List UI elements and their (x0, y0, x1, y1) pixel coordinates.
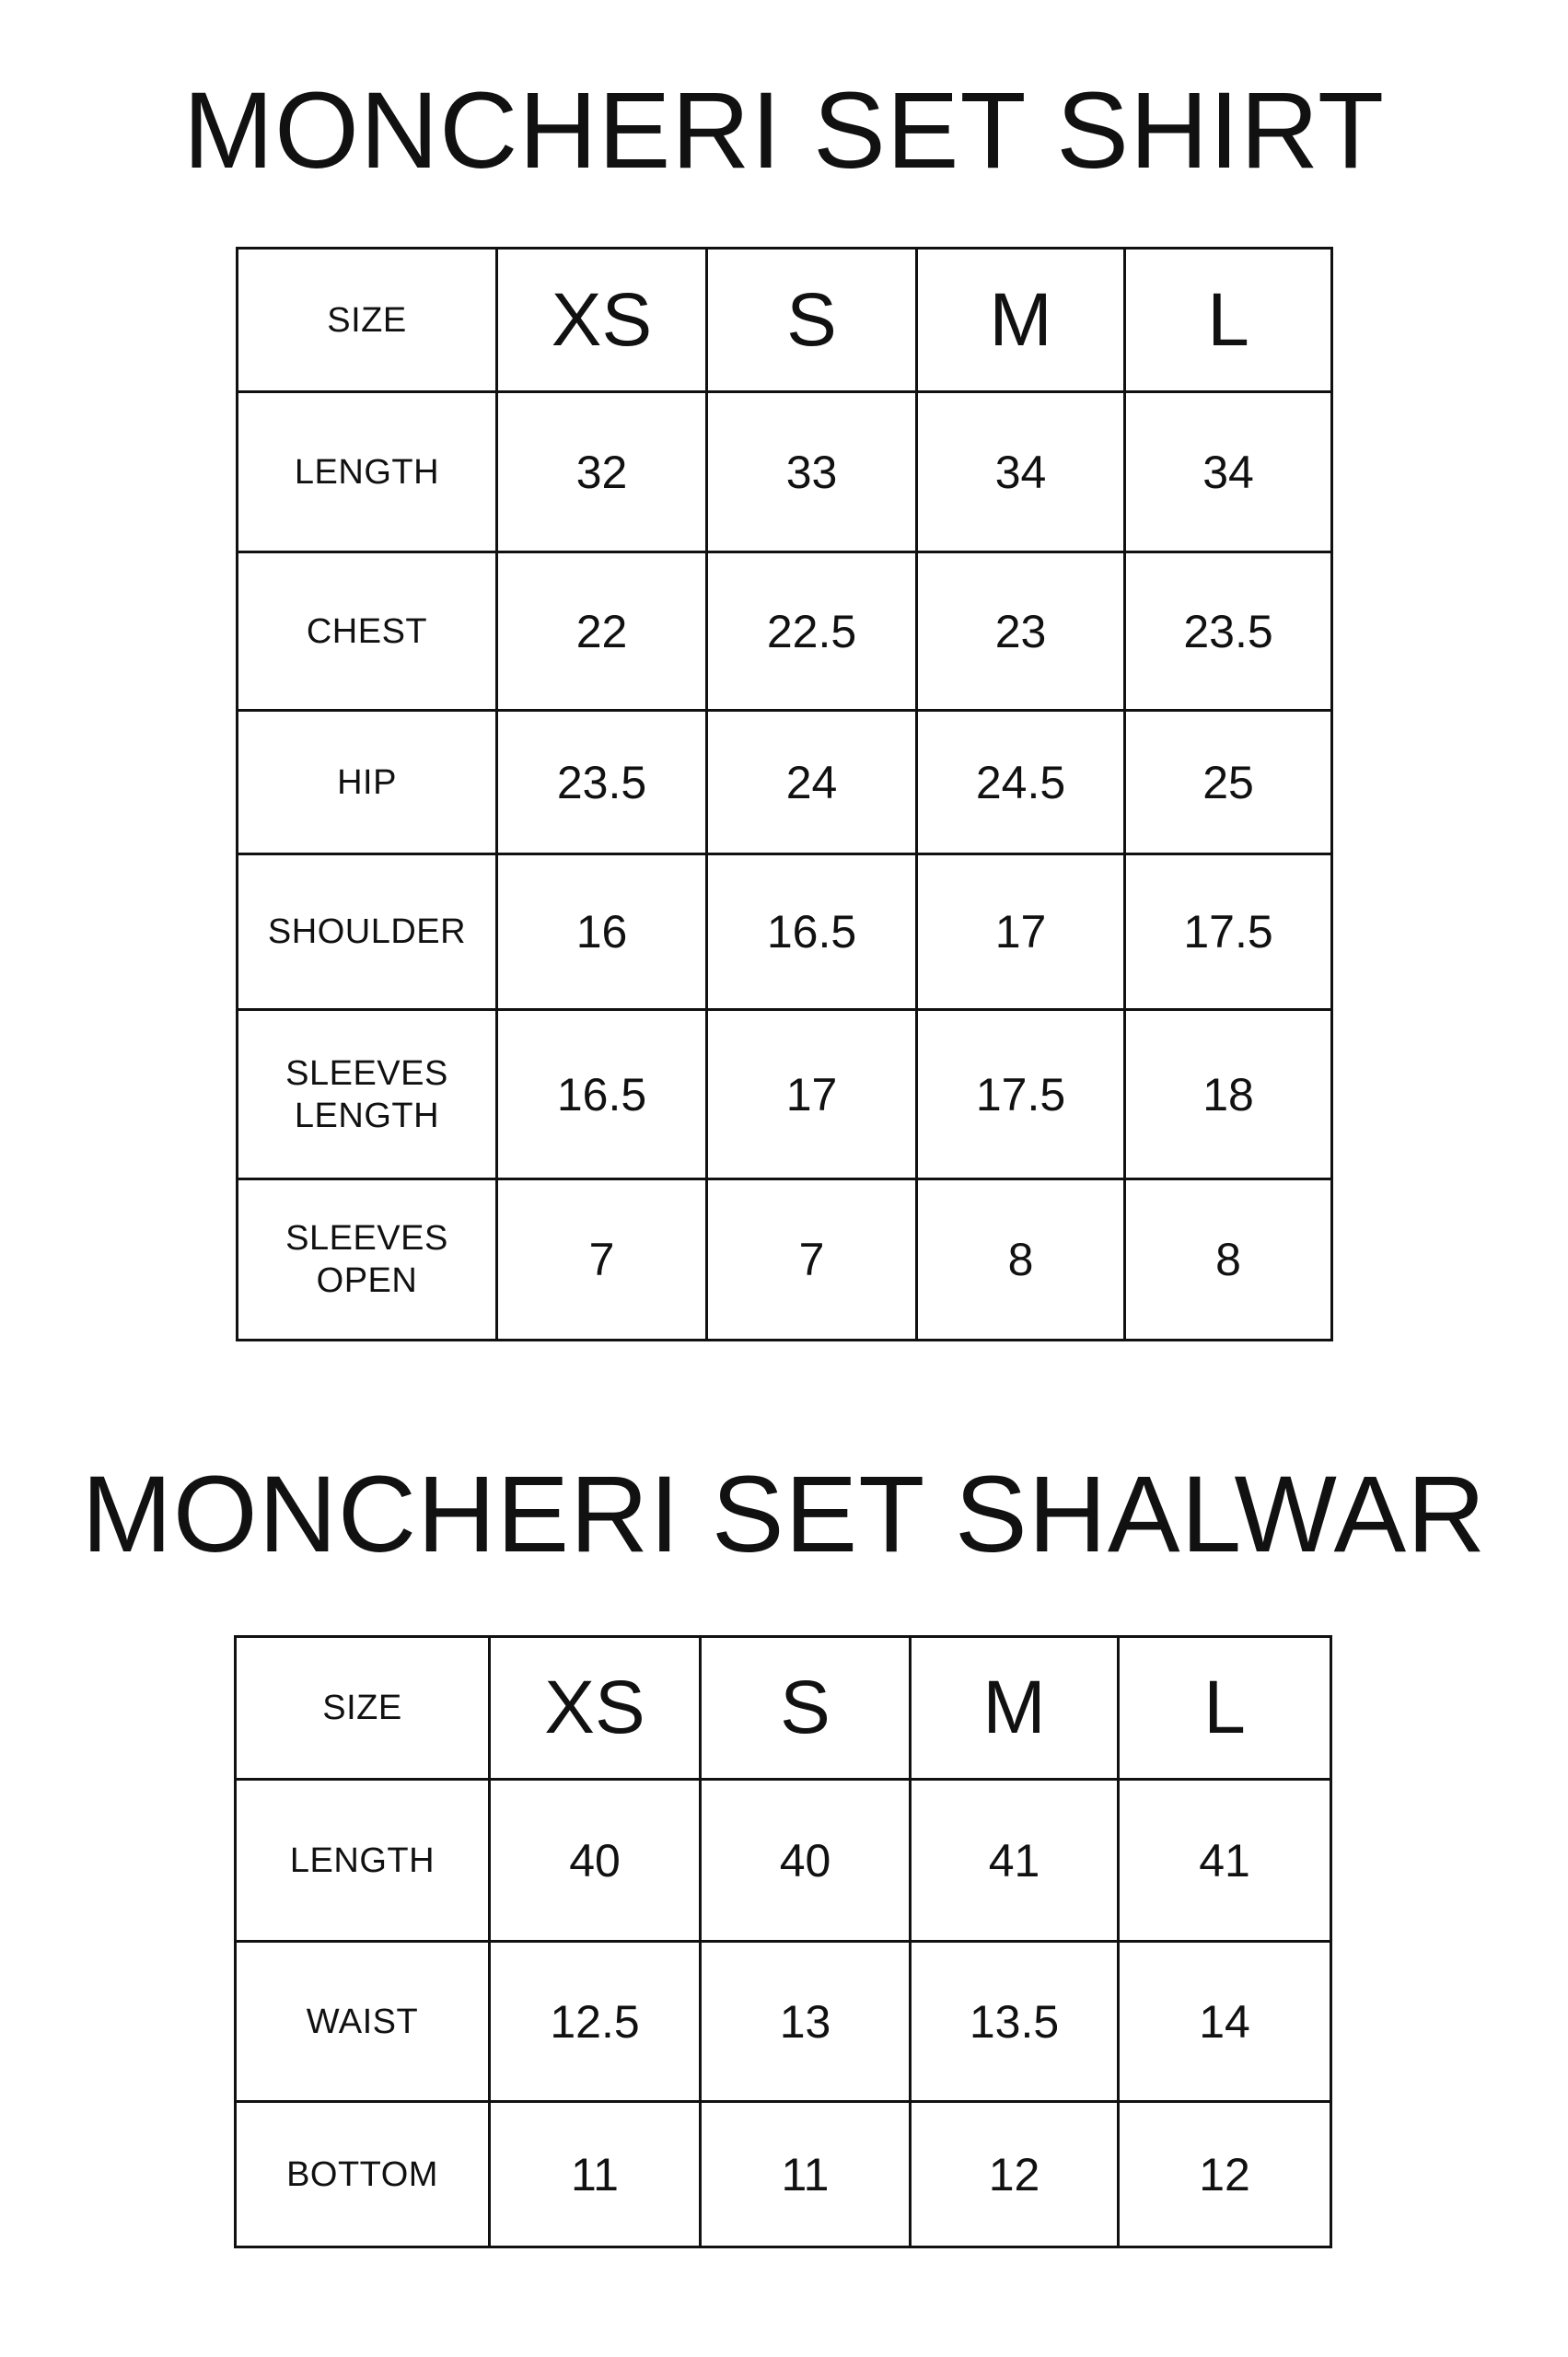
measurement-value: 8 (917, 1179, 1125, 1341)
measurement-value: 14 (1119, 1942, 1331, 2102)
table-row (238, 392, 1332, 552)
measurement-value: 23.5 (1125, 552, 1332, 711)
measurement-label (236, 1942, 490, 2102)
measurement-label-line: LENGTH (294, 1096, 440, 1135)
measurement-value: 34 (917, 392, 1125, 552)
measurement-label-line: OPEN (316, 1261, 418, 1300)
size-header-label: SIZE (238, 249, 497, 392)
measurement-value: 18 (1125, 1010, 1332, 1179)
measurement-label (238, 1010, 497, 1179)
measurement-label (236, 1780, 490, 1942)
size-column-header-xs: XS (497, 249, 707, 392)
size-column-header-l: L (1119, 1637, 1331, 1780)
size-column-header-m: M (911, 1637, 1119, 1780)
table-row (238, 711, 1332, 854)
measurement-label-line: CHEST (306, 611, 428, 651)
measurement-value: 16 (497, 854, 707, 1010)
measurement-label-line: SLEEVES (285, 1219, 448, 1258)
measurement-value: 16.5 (497, 1010, 707, 1179)
table-row (238, 854, 1332, 1010)
measurement-value: 40 (490, 1780, 701, 1942)
measurement-value: 25 (1125, 711, 1332, 854)
shalwar-chart-title: MONCHERI SET SHALWAR (81, 1454, 1487, 1575)
measurement-value: 33 (707, 392, 917, 552)
measurement-value: 17.5 (917, 1010, 1125, 1179)
measurement-value: 17 (917, 854, 1125, 1010)
measurement-value: 16.5 (707, 854, 917, 1010)
measurement-value: 11 (490, 2102, 701, 2247)
measurement-value: 13 (701, 1942, 911, 2102)
measurement-value: 12 (1119, 2102, 1331, 2247)
measurement-value: 41 (911, 1780, 1119, 1942)
measurement-value: 32 (497, 392, 707, 552)
table-row (238, 1010, 1332, 1179)
measurement-value: 11 (701, 2102, 911, 2247)
measurement-label-line: HIP (337, 762, 397, 802)
measurement-value: 17 (707, 1010, 917, 1179)
measurement-label-line: WAIST (306, 2002, 419, 2041)
measurement-value: 40 (701, 1780, 911, 1942)
size-header-row (236, 1637, 1331, 1780)
table-row (236, 2102, 1331, 2247)
size-header-label: SIZE (236, 1637, 490, 1780)
measurement-label-line: LENGTH (294, 452, 440, 492)
measurement-label-line: SLEEVES (285, 1053, 448, 1093)
shalwar-size-table (234, 1635, 1332, 2248)
measurement-label (238, 392, 497, 552)
measurement-value: 24.5 (917, 711, 1125, 854)
measurement-value: 13.5 (911, 1942, 1119, 2102)
measurement-value: 23 (917, 552, 1125, 711)
size-header-row (238, 249, 1332, 392)
measurement-value: 22 (497, 552, 707, 711)
measurement-label-line: LENGTH (289, 1840, 436, 1880)
measurement-value: 22.5 (707, 552, 917, 711)
measurement-label (238, 552, 497, 711)
size-column-header-xs: XS (490, 1637, 701, 1780)
measurement-value: 34 (1125, 392, 1332, 552)
measurement-value: 17.5 (1125, 854, 1332, 1010)
measurement-label-line: BOTTOM (286, 2154, 438, 2194)
measurement-label-line: SHOULDER (267, 912, 467, 951)
table-row (236, 1780, 1331, 1942)
measurement-label (238, 1179, 497, 1341)
measurement-value: 7 (497, 1179, 707, 1341)
table-row (236, 1942, 1331, 2102)
size-column-header-s: S (707, 249, 917, 392)
measurement-label (238, 854, 497, 1010)
shalwar-table-body (236, 1637, 1331, 2247)
size-column-header-s: S (701, 1637, 911, 1780)
measurement-value: 23.5 (497, 711, 707, 854)
shirt-table-body (238, 249, 1332, 1341)
measurement-value: 7 (707, 1179, 917, 1341)
shirt-chart-title: MONCHERI SET SHIRT (182, 70, 1386, 192)
measurement-label (238, 711, 497, 854)
measurement-value: 8 (1125, 1179, 1332, 1341)
measurement-value: 41 (1119, 1780, 1331, 1942)
measurement-value: 12.5 (490, 1942, 701, 2102)
table-row (238, 1179, 1332, 1341)
shirt-size-table (236, 247, 1333, 1341)
table-row (238, 552, 1332, 711)
size-column-header-l: L (1125, 249, 1332, 392)
measurement-label (236, 2102, 490, 2247)
measurement-value: 24 (707, 711, 917, 854)
measurement-value: 12 (911, 2102, 1119, 2247)
size-column-header-m: M (917, 249, 1125, 392)
